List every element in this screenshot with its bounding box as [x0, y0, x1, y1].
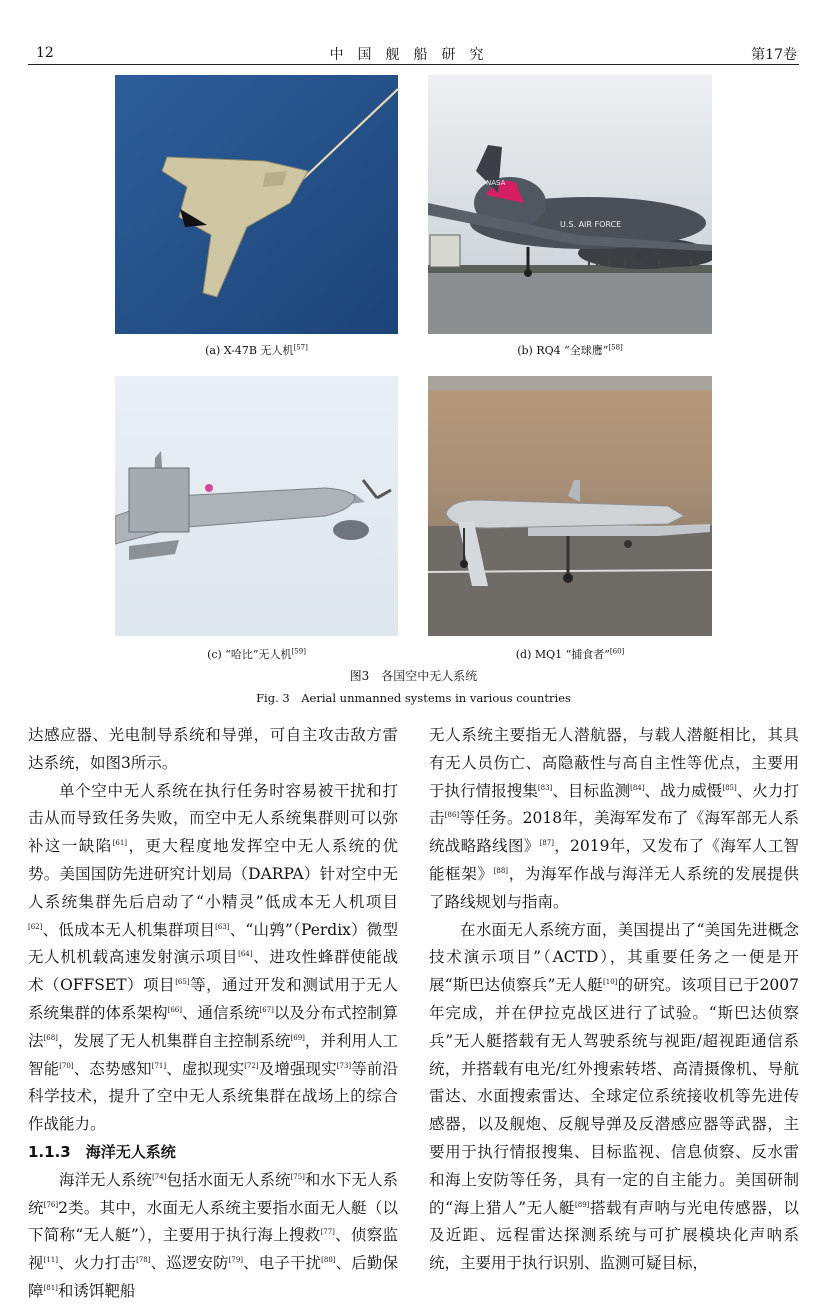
- photo-mq1: [428, 376, 712, 636]
- harpy-propeller-hub: [333, 520, 369, 540]
- caption-a: (a) X-47B 无人机[57]: [205, 343, 308, 357]
- figure-title-en: Fig. 3 Aerial unmanned systems in various countries: [256, 691, 571, 705]
- x47b-drone-image: [115, 75, 398, 334]
- left-paragraph-2: 单个空中无人系统在执行任务时容易被干扰和打击从而导致任务失败，而空中无人系统集群则可以弥补这一缺陷[61]，更大程度地发挥空中无人系统的优势。美国国防先进研究计划局（DARPA）针对空中无人系统集群先后启动了“小精灵”低成本无人机项目[62]、低成本无人机集群项目[63]、“山鹑”（Perdix）微型无人机机载高速发射演示项目[64]、进攻性蜂群使能战术（OFFSET）项目[65]等，通过开发和测试用于无人系统集群的体系架构[66]、通信系统[67]以及分布式控制算法[68]，发展了无人机集群自主控制系统[69]，并利用人工智能[70]、态势感知[71]、虚拟现实[72]及增强现实[73]等前沿科学技术，提升了空中无人系统集群在战场上的综合作战能力。: [28, 781, 398, 1134]
- left-paragraph-3: 海洋无人系统[74]包括水面无人系统[75]和水下无人系统[76]2类。其中，水面无人系统主要指水面无人艇（以下简称“无人艇”），主要用于执行海上搜救[77]、侦察监视[11]、火力打击[78]、巡逻安防[79]、电子干扰[80]、后勤保障[81]和诱饵靶船: [28, 1170, 398, 1300]
- right-column: [429, 722, 799, 1278]
- photo-harpy: [115, 376, 398, 636]
- figure-title-cn: 图3 各国空中无人系统: [349, 669, 478, 683]
- photo-x47b: [115, 75, 398, 334]
- left-paragraph-1: 达感应器、光电制导系统和导弹，可自主攻击敌方雷达系统，如图3所示。: [28, 726, 398, 772]
- right-paragraph-2: 在水面无人系统方面，美国提出了“美国先进概念技术演示项目”（ACTD），其重要任务之一便是开展“斯巴达侦察兵”无人艇[10]的研究。该项目已于2007年完成，并在伊拉克战区进行了试验。“斯巴达侦察兵”无人艇搭载有无人驾驶系统与视距/超视距通信系统，并搭载有电光/红外搜索转塔、高清摄像机、导航雷达、水面搜索雷达、全球定位系统接收机等先进传感器，以及舰炮、反舰导弹及反潜感应器等武器，主要用于执行情报搜集、目标监视、信息侦察、反水雷和海上安防等任务，具有一定的自主能力。美国研制的“海上猎人”无人艇[89]搭载有声呐与光电传感器，以及近距、远程雷达探测系统与可扩展模块化声呐系统，主要用于执行识别、监测可疑目标，: [429, 920, 799, 1273]
- caption-d: (d) MQ1 “捕食者”[60]: [515, 647, 625, 661]
- section-heading: 1.1.3 海洋无人系统: [28, 1142, 176, 1161]
- harpy-drone-image: [115, 376, 398, 636]
- rq4-tail-text: NASA: [486, 179, 506, 187]
- caption-c: (c) “哈比”无人机[59]: [207, 647, 306, 661]
- photo-rq4: [428, 75, 712, 334]
- caption-b: (b) RQ4 “全球鹰”[58]: [517, 343, 623, 357]
- page-number: 12: [36, 45, 54, 61]
- rq4-drone-image: [428, 75, 712, 334]
- volume-label: 第17卷: [751, 47, 797, 63]
- journal-title: 中国舰船研究: [329, 47, 498, 63]
- running-header: [28, 42, 799, 65]
- right-paragraph-1: 无人系统主要指无人潜航器，与载人潜艇相比，其具有无人员伤亡、高隐蔽性与高自主性等优点，主要用于执行情报搜集[83]、目标监测[84]、战力威慑[85]、火力打击[86]等任务。2018年，美海军发布了《海军部无人系统战略路线图》[87]，2019年，又发布了《海军人工智能框架》[88]，为海军作战与海洋无人系统的发展提供了路线规划与指南。: [429, 726, 799, 911]
- mq1-drone-image: [428, 376, 712, 636]
- left-column: [28, 722, 398, 1306]
- rq4-fuselage-text: U.S. AIR FORCE: [560, 220, 622, 229]
